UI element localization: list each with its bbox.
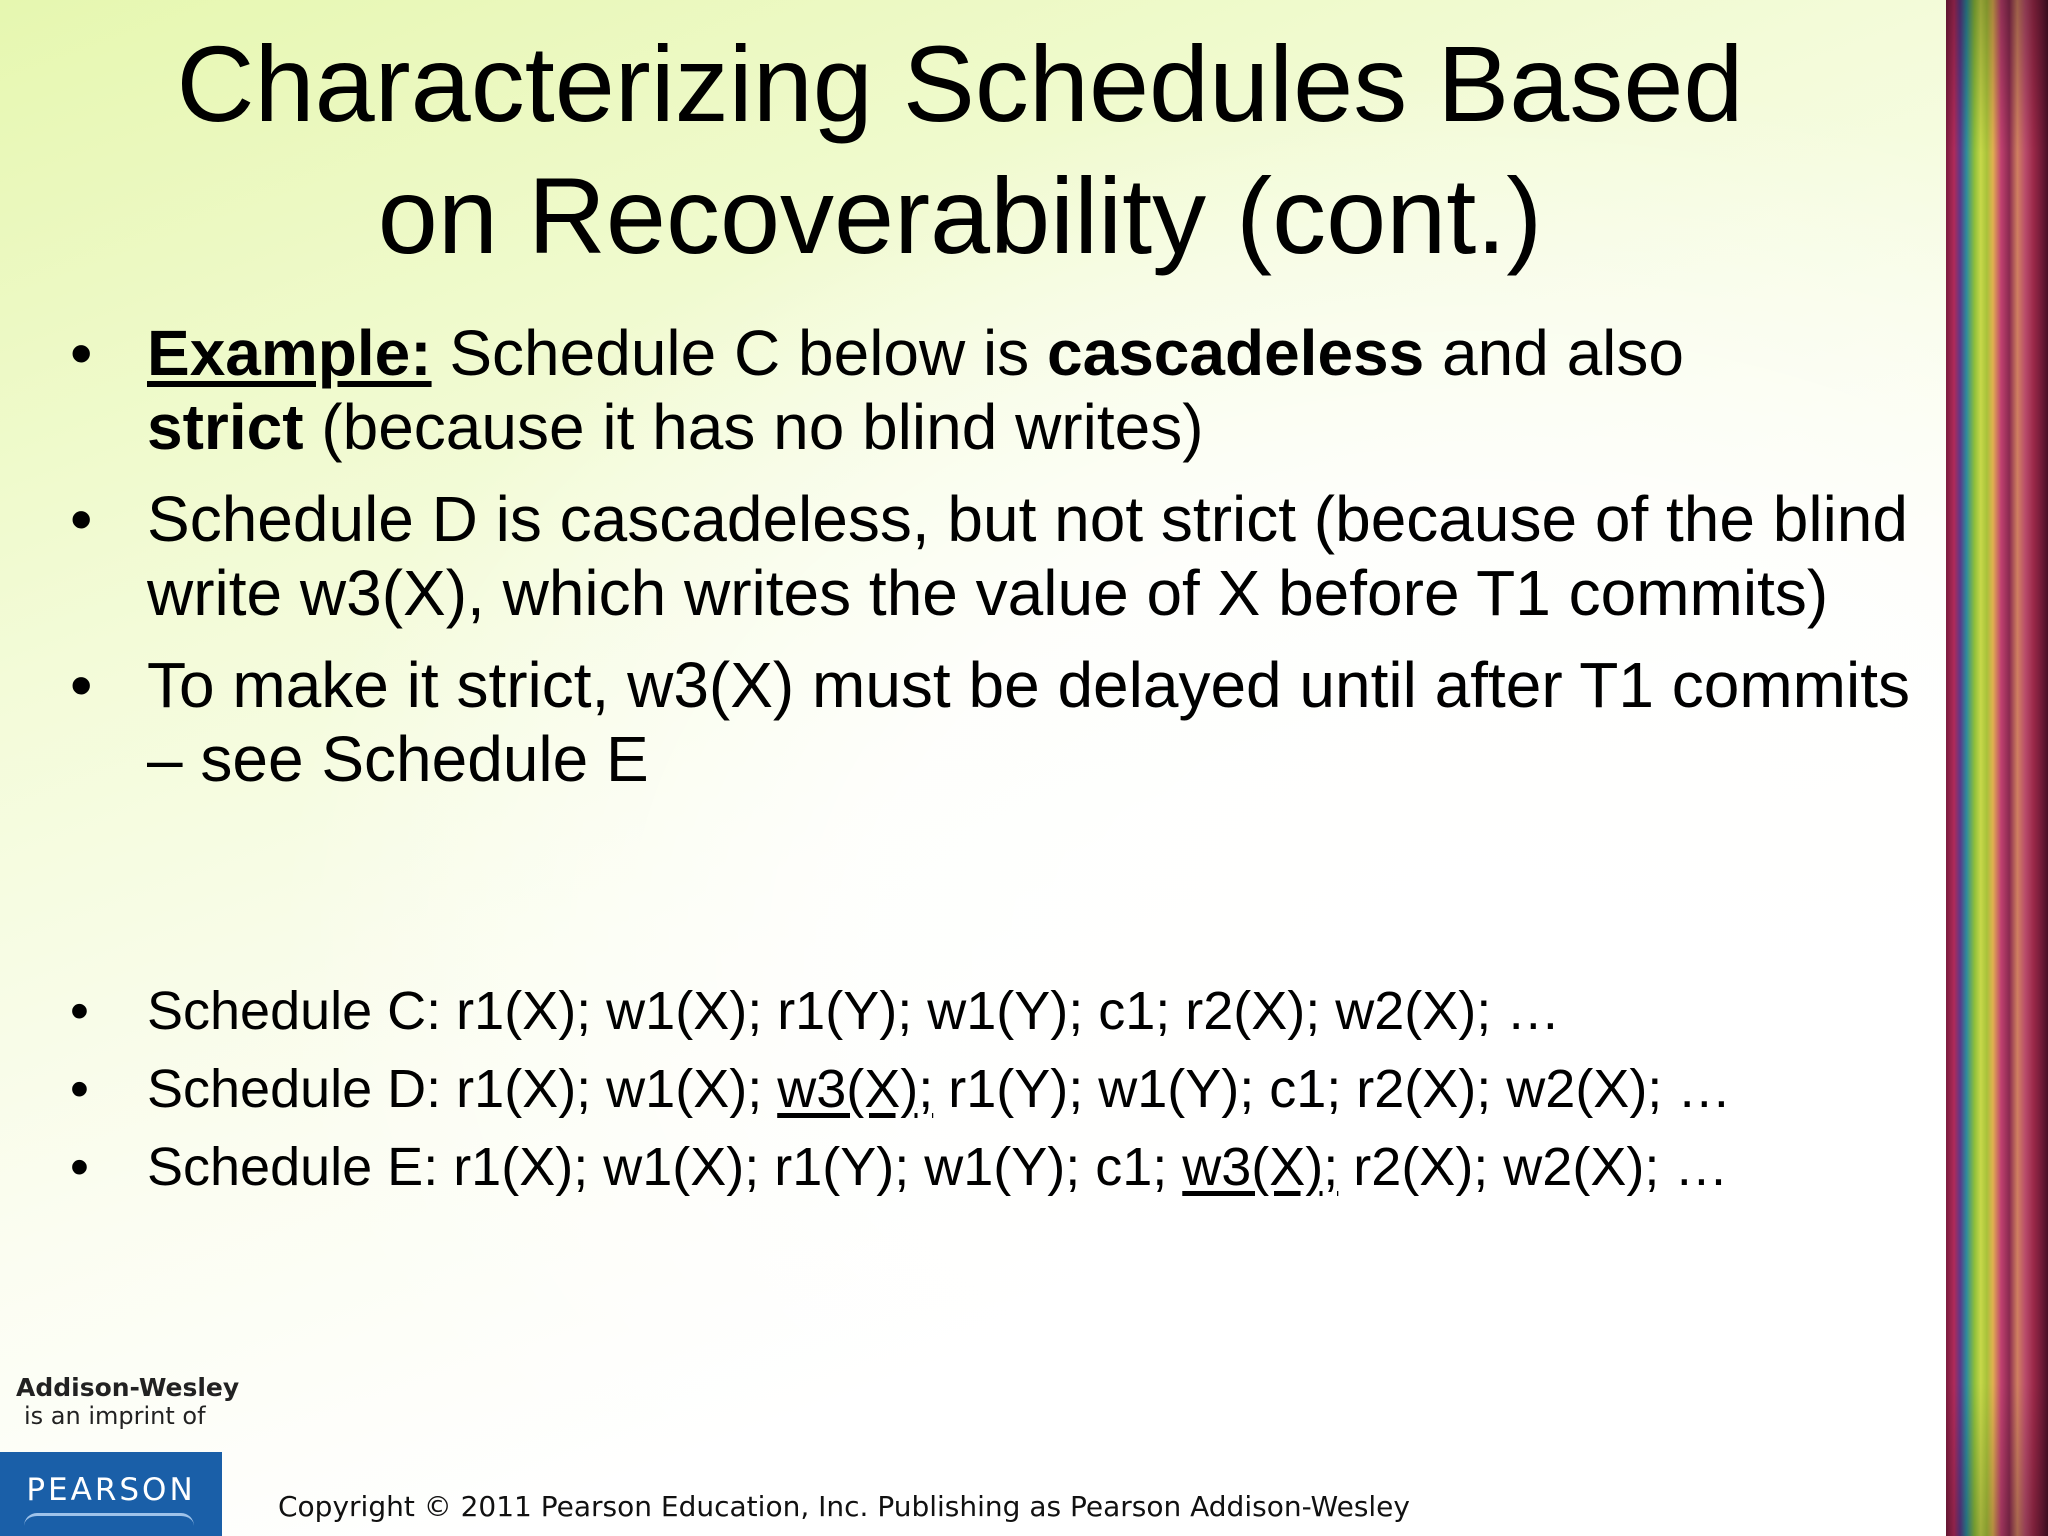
- pearson-swoosh-icon: [24, 1513, 194, 1526]
- bullet-dot-icon: •: [70, 483, 93, 555]
- schedule-e-delayed-write: w3(X);: [1182, 1137, 1339, 1197]
- bullet-text: To make it strict, w3(X) must be delayed until after T1 commits – see Schedule E: [147, 649, 1910, 795]
- bullet-text: and also: [1424, 317, 1684, 389]
- bullet-text: Schedule D is cascadeless, but not strict (because of the blind write w3(X), which writes the value of X before T1 commits): [147, 483, 1908, 629]
- publisher-name: Addison-Wesley: [16, 1373, 240, 1402]
- schedule-list: [70, 972, 1920, 1206]
- title-line-1: Characterizing Schedules Based: [176, 23, 1744, 144]
- bullet-text: (because it has no blind writes): [303, 391, 1204, 463]
- publisher-imprint-text: is an imprint of: [24, 1402, 206, 1430]
- bullet-example: [70, 316, 1920, 464]
- schedule-e-pre: Schedule E: r1(X); w1(X); r1(Y); w1(Y); c1;: [147, 1137, 1183, 1197]
- bullet-dot-icon: •: [70, 649, 93, 721]
- schedule-d-pre: Schedule D: r1(X); w1(X);: [147, 1059, 778, 1119]
- bullet-dot-icon: •: [70, 981, 89, 1041]
- bullet-make-strict: [70, 648, 1920, 796]
- bullet-schedule-d: [70, 482, 1920, 630]
- schedule-d: [70, 1050, 1920, 1128]
- schedule-c: [70, 972, 1920, 1050]
- schedule-e: [70, 1128, 1920, 1206]
- bullet-dot-icon: •: [70, 1059, 89, 1119]
- pearson-logo-text: PEARSON: [26, 1472, 196, 1508]
- schedule-d-post: r1(Y); w1(Y); c1; r2(X); w2(X); …: [933, 1059, 1732, 1119]
- bullet-dot-icon: •: [70, 317, 93, 389]
- bold-term-strict: strict: [147, 391, 304, 463]
- addison-wesley-logo: [16, 1374, 239, 1430]
- schedule-c-text: Schedule C: r1(X); w1(X); r1(Y); w1(Y); c1; r2(X); w2(X); …: [147, 981, 1561, 1041]
- copyright-notice: Copyright © 2011 Pearson Education, Inc. Publishing as Pearson Addison-Wesley: [278, 1490, 1410, 1523]
- schedule-d-blind-write: w3(X);: [777, 1059, 934, 1119]
- example-label: Example:: [147, 317, 432, 389]
- decorative-side-strip: [1946, 0, 2048, 1536]
- slide-title: [60, 18, 1860, 282]
- bold-term-cascadeless: cascadeless: [1047, 317, 1425, 389]
- bullet-text: Schedule C below is: [431, 317, 1047, 389]
- title-line-2: on Recoverability (cont.): [377, 155, 1543, 276]
- main-bullet-list: [70, 316, 1920, 814]
- schedule-e-post: r2(X); w2(X); …: [1338, 1137, 1729, 1197]
- pearson-logo: [0, 1452, 222, 1536]
- bullet-dot-icon: •: [70, 1137, 89, 1197]
